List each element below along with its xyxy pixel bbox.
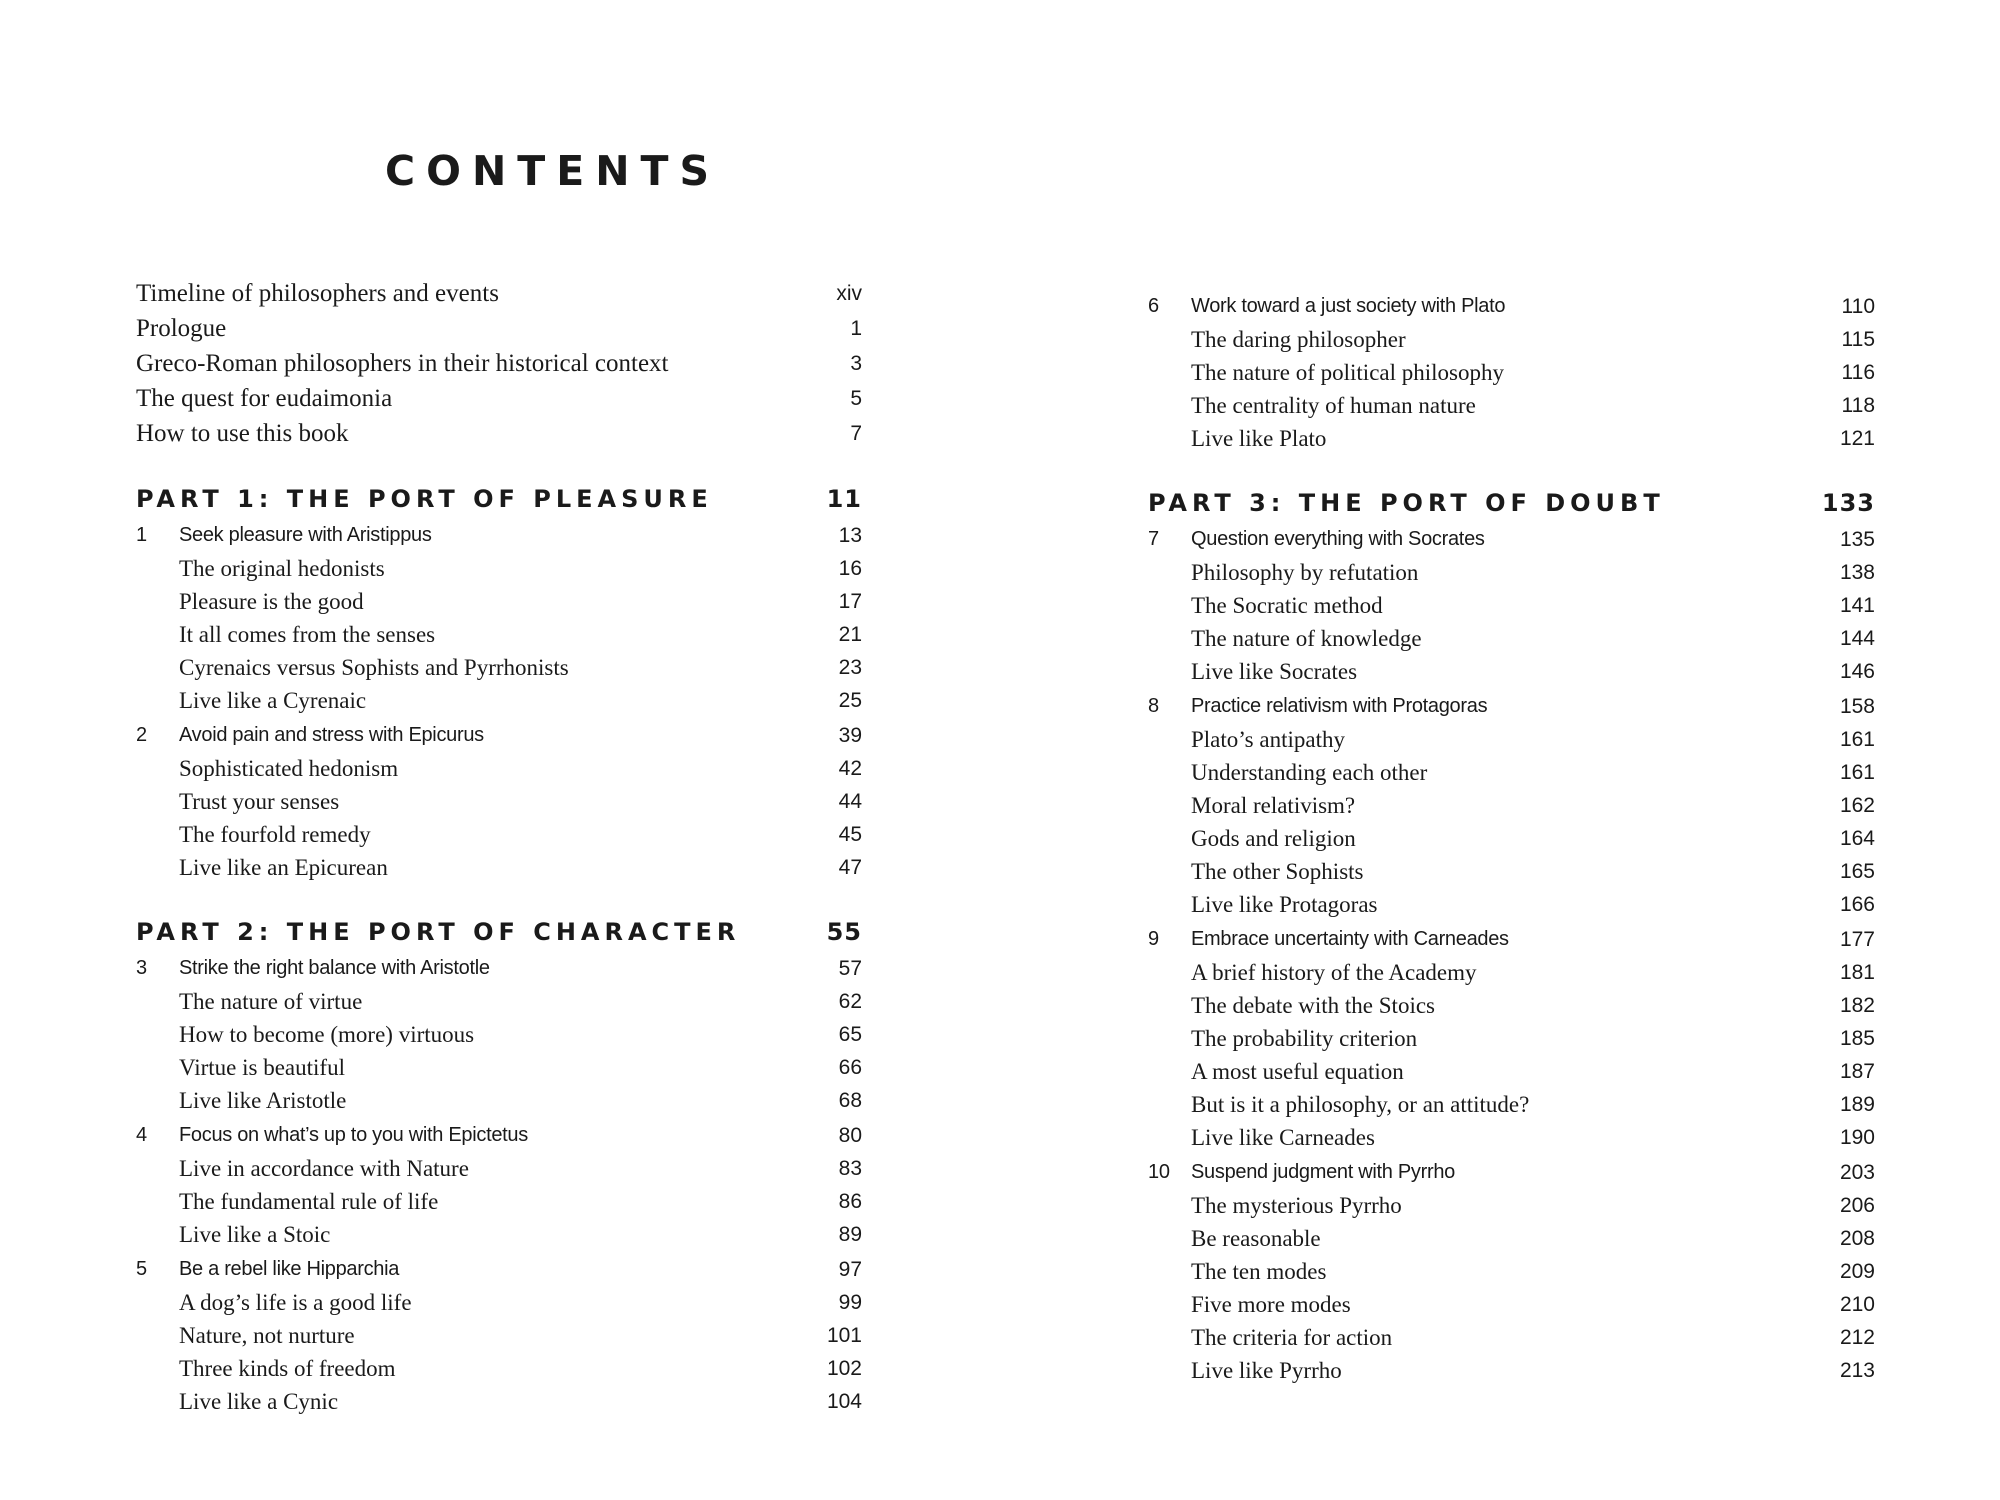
toc-section-row [1148,789,1875,822]
toc-section-row [136,818,862,851]
page-number: 16 [838,557,862,580]
page-number: 83 [838,1157,862,1180]
page-number: 104 [826,1390,862,1413]
page-number: 166 [1839,893,1875,916]
toc-section-row [136,752,862,785]
page-number: 115 [1841,328,1875,351]
toc-section-row [136,1385,862,1418]
page-number: xiv [836,282,862,305]
toc-section-row [136,1286,862,1319]
toc-section-row [136,1352,862,1385]
toc-chapter-title: Suspend judgment with Pyrrho [1191,1161,1455,1183]
page-number: 135 [1839,528,1875,551]
toc-section-row [1148,822,1875,855]
page-number: 185 [1839,1027,1875,1050]
page-number: 164 [1839,827,1875,850]
toc-section-title: How to become (more) virtuous [179,1022,475,1047]
toc-section-title: The ten modes [1191,1259,1327,1284]
page-title: CONTENTS [385,147,721,195]
page-number: 55 [826,918,862,946]
page-number: 165 [1839,860,1875,883]
toc-chapter-title: Avoid pain and stress with Epicurus [179,724,484,746]
toc-section-row [1148,589,1875,622]
toc-section-title: Live in accordance with Nature [179,1156,469,1181]
page-number: 23 [838,656,862,679]
toc-section-row [136,618,862,651]
page-number: 144 [1839,627,1875,650]
page-number: 138 [1839,561,1875,584]
toc-section-row [1148,1288,1875,1321]
toc-part-title: PART 3: THE PORT OF DOUBT [1148,489,1665,517]
page-number: 89 [838,1223,862,1246]
toc-section-row [136,1319,862,1352]
toc-section-title: The nature of virtue [179,989,363,1014]
toc-section-row [136,1018,862,1051]
page-number: 42 [838,757,862,780]
toc-chapter-row [136,1119,862,1152]
chapter-number: 10 [1148,1161,1170,1183]
page-number: 17 [838,590,862,613]
toc-part-row [1148,485,1875,521]
toc-section-row [1148,888,1875,921]
toc-section-row [136,552,862,585]
page-number: 57 [838,957,862,980]
toc-chapter-title: Be a rebel like Hipparchia [179,1258,400,1280]
page-number: 44 [838,790,862,813]
page-number: 189 [1839,1093,1875,1116]
toc-section-row [136,851,862,884]
page-number: 141 [1839,594,1875,617]
toc-section-title: But is it a philosophy, or an attitude? [1191,1092,1530,1117]
toc-chapter-row [1148,290,1875,323]
toc-part-title: PART 2: THE PORT OF CHARACTER [136,918,741,946]
page-number: 161 [1839,761,1875,784]
toc-section-title: Nature, not nurture [179,1323,355,1348]
page-number: 181 [1839,961,1875,984]
toc-front-title: Greco-Roman philosophers in their historical context [136,350,669,377]
page-number: 62 [838,990,862,1013]
toc-section-row [1148,1088,1875,1121]
page-number: 177 [1839,928,1875,951]
toc-chapter-row [136,519,862,552]
page-number: 45 [838,823,862,846]
page-number: 210 [1839,1293,1875,1316]
toc-front-row [136,346,862,381]
toc-section-row [1148,723,1875,756]
chapter-number: 2 [136,724,147,746]
page-number: 187 [1839,1060,1875,1083]
toc-section-row [136,1051,862,1084]
toc-section-title: Virtue is beautiful [179,1055,345,1080]
toc-chapter-row [136,952,862,985]
toc-section-title: Live like Carneades [1191,1125,1375,1150]
page-number: 5 [850,387,862,410]
toc-chapter-title: Question everything with Socrates [1191,528,1485,550]
page-number: 146 [1839,660,1875,683]
toc-section-row [1148,1189,1875,1222]
page-number: 25 [838,689,862,712]
toc-section-title: Gods and religion [1191,826,1356,851]
page-number: 80 [838,1124,862,1147]
toc-section-row [1148,1121,1875,1154]
toc-section-title: Live like an Epicurean [179,855,388,880]
toc-section-title: Trust your senses [179,789,340,814]
toc-section-title: The original hedonists [179,556,385,581]
toc-section-row [136,684,862,717]
page-number: 39 [838,724,862,747]
toc-chapter-row [136,1253,862,1286]
toc-chapter-row [1148,690,1875,723]
page-number: 21 [838,623,862,646]
toc-part-row [136,481,862,517]
page-number: 133 [1821,489,1875,517]
page-number: 7 [850,422,862,445]
chapter-number: 8 [1148,695,1159,717]
toc-section-title: The debate with the Stoics [1191,993,1435,1018]
page-number: 3 [850,352,862,375]
page-number: 213 [1839,1359,1875,1382]
page-number: 212 [1839,1326,1875,1349]
toc-section-title: Five more modes [1191,1292,1351,1317]
page-number: 208 [1839,1227,1875,1250]
page-number: 13 [838,524,862,547]
page-number: 121 [1839,427,1875,450]
page-number: 110 [1841,295,1875,318]
page-number: 101 [826,1324,862,1347]
toc-left-column [136,276,862,1418]
toc-front-row [136,381,862,416]
toc-section-title: A dog’s life is a good life [179,1290,412,1315]
page-number: 161 [1839,728,1875,751]
toc-section-title: A most useful equation [1191,1059,1404,1084]
toc-section-row [1148,1022,1875,1055]
toc-section-title: Live like Aristotle [179,1088,347,1113]
page-number: 158 [1839,695,1875,718]
toc-section-row [136,585,862,618]
toc-front-title: Prologue [136,315,227,342]
toc-section-title: The probability criterion [1191,1026,1418,1051]
toc-front-row [136,311,862,346]
toc-section-title: Philosophy by refutation [1191,560,1419,585]
chapter-number: 5 [136,1258,147,1280]
toc-section-title: Live like a Cyrenaic [179,688,367,713]
page-number: 203 [1839,1161,1875,1184]
toc-section-row [136,651,862,684]
toc-section-title: Understanding each other [1191,760,1428,785]
toc-front-title: The quest for eudaimonia [136,385,393,412]
toc-chapter-row [136,719,862,752]
toc-chapter-title: Seek pleasure with Aristippus [179,524,432,546]
toc-section-title: Live like Plato [1191,426,1327,451]
toc-front-row [136,416,862,451]
toc-section-row [136,985,862,1018]
toc-part-title: PART 1: THE PORT OF PLEASURE [136,485,713,513]
toc-section-title: The Socratic method [1191,593,1383,618]
chapter-number: 4 [136,1124,147,1146]
toc-section-title: Sophisticated hedonism [179,756,399,781]
toc-section-row [1148,1222,1875,1255]
toc-section-row [136,1084,862,1117]
toc-section-row [1148,855,1875,888]
toc-section-title: The nature of political philosophy [1191,360,1504,385]
toc-section-title: Three kinds of freedom [179,1356,396,1381]
toc-section-title: The nature of knowledge [1191,626,1422,651]
page-number: 118 [1841,394,1875,417]
page-number: 97 [838,1258,862,1281]
toc-section-title: The fourfold remedy [179,822,371,847]
toc-section-row [1148,356,1875,389]
toc-section-row [1148,989,1875,1022]
toc-section-title: Live like Protagoras [1191,892,1378,917]
page-number: 47 [838,856,862,879]
chapter-number: 7 [1148,528,1159,550]
toc-chapter-title: Practice relativism with Protagoras [1191,695,1488,717]
page-number: 11 [826,485,862,513]
toc-section-title: Live like Socrates [1191,659,1358,684]
toc-section-row [1148,956,1875,989]
toc-section-title: Be reasonable [1191,1226,1321,1251]
toc-chapter-row [1148,923,1875,956]
page-number: 66 [838,1056,862,1079]
toc-front-row [136,276,862,311]
page-number: 209 [1839,1260,1875,1283]
toc-section-title: Pleasure is the good [179,589,364,614]
toc-section-title: The mysterious Pyrrho [1191,1193,1402,1218]
page-number: 65 [838,1023,862,1046]
toc-section-row [1148,1255,1875,1288]
toc-section-row [1148,389,1875,422]
toc-section-row [136,1185,862,1218]
page-number: 99 [838,1291,862,1314]
page-number: 1 [850,317,862,340]
page-number: 102 [826,1357,862,1380]
toc-section-row [1148,422,1875,455]
toc-section-row [136,785,862,818]
toc-section-title: Cyrenaics versus Sophists and Pyrrhonists [179,655,569,680]
toc-section-row [1148,655,1875,688]
toc-section-row [1148,323,1875,356]
toc-front-title: How to use this book [136,420,349,447]
toc-section-row [1148,1354,1875,1387]
toc-section-row [1148,756,1875,789]
toc-chapter-title: Work toward a just society with Plato [1191,295,1506,317]
toc-chapter-title: Strike the right balance with Aristotle [179,957,490,979]
toc-section-row [1148,556,1875,589]
page-number: 190 [1839,1126,1875,1149]
toc-section-title: The criteria for action [1191,1325,1393,1350]
toc-section-title: Live like Pyrrho [1191,1358,1342,1383]
page-number: 162 [1839,794,1875,817]
toc-section-title: The daring philosopher [1191,327,1406,352]
toc-section-title: It all comes from the senses [179,622,436,647]
page-number: 206 [1839,1194,1875,1217]
toc-part-row [136,914,862,950]
chapter-number: 9 [1148,928,1159,950]
page-number: 68 [838,1089,862,1112]
toc-section-title: Moral relativism? [1191,793,1356,818]
toc-section-title: The fundamental rule of life [179,1189,439,1214]
toc-chapter-title: Embrace uncertainty with Carneades [1191,928,1509,950]
toc-section-title: Plato’s antipathy [1191,727,1345,752]
toc-section-title: Live like a Cynic [179,1389,339,1414]
toc-chapter-title: Focus on what’s up to you with Epictetus [179,1124,528,1146]
toc-chapter-row [1148,1156,1875,1189]
toc-section-row [136,1152,862,1185]
toc-section-title: A brief history of the Academy [1191,960,1477,985]
page-number: 116 [1841,361,1875,384]
toc-section-row [1148,622,1875,655]
toc-front-title: Timeline of philosophers and events [136,280,499,307]
toc-section-title: The other Sophists [1191,859,1364,884]
chapter-number: 6 [1148,295,1159,317]
toc-section-title: Live like a Stoic [179,1222,331,1247]
toc-section-title: The centrality of human nature [1191,393,1476,418]
chapter-number: 1 [136,524,147,546]
toc-right-column [1148,288,1875,1387]
chapter-number: 3 [136,957,147,979]
toc-chapter-row [1148,523,1875,556]
page-number: 182 [1839,994,1875,1017]
toc-section-row [1148,1321,1875,1354]
toc-section-row [136,1218,862,1251]
toc-section-row [1148,1055,1875,1088]
page-number: 86 [838,1190,862,1213]
